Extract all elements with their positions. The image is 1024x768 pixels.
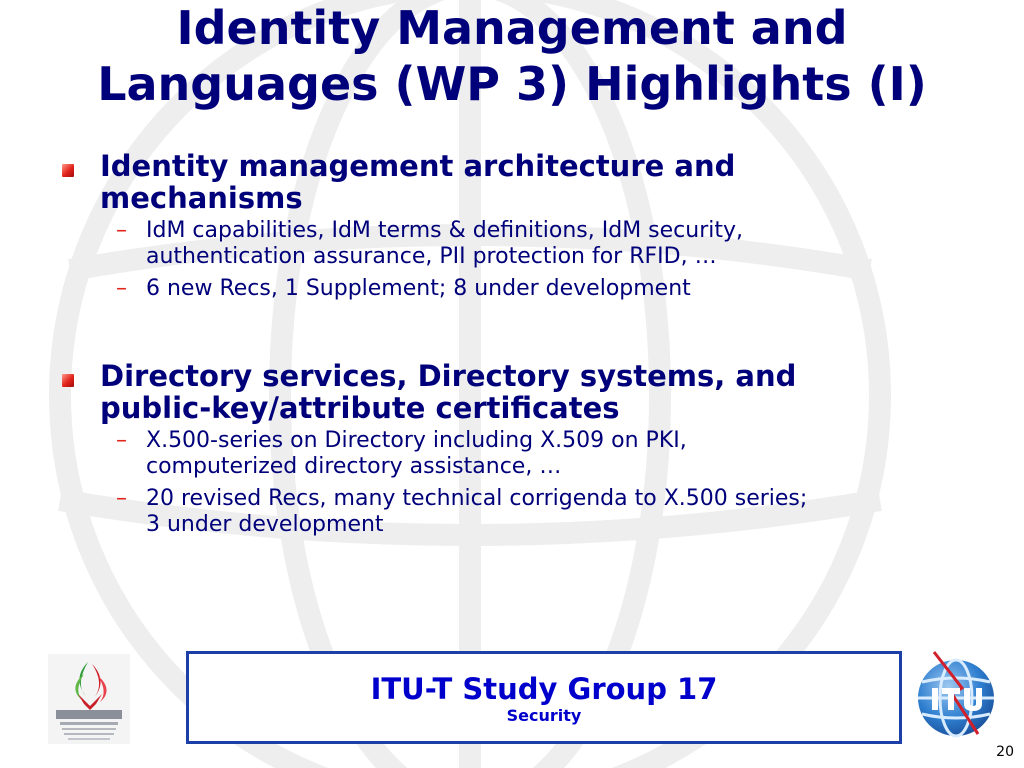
sub-bullet-item (100, 428, 982, 480)
slide-title (0, 0, 1024, 112)
footer-title: ITU-T Study Group 17 (370, 672, 718, 706)
bullet-marker-icon (62, 164, 74, 177)
sub-bullet-line: computerized directory assistance, … (146, 454, 562, 479)
bullet-heading-line: public-key/attribute certificates (100, 391, 620, 425)
sub-bullet-line: X.500-series on Directory including X.509 on PKI, (146, 428, 687, 453)
slide-title-line: Languages (WP 3) Highlights (I) (97, 57, 927, 111)
slide-title-line: Identity Management and (176, 1, 848, 55)
bullet-heading (100, 360, 982, 424)
page-number: 20 (996, 744, 1014, 760)
footer-banner (186, 651, 902, 744)
dash-marker-icon: – (116, 428, 127, 453)
sub-bullet-text (146, 276, 982, 302)
slide-content (62, 150, 982, 544)
dash-marker-icon: – (116, 218, 127, 243)
itu-logo (912, 648, 1000, 740)
sub-bullet-line: IdM capabilities, IdM terms & definitions, IdM security, (146, 218, 744, 243)
sub-bullet-line: 6 new Recs, 1 Supplement; 8 under development (146, 276, 691, 301)
sub-bullet-item (100, 276, 982, 302)
sub-bullet-item (100, 486, 982, 538)
bullet-heading-line: mechanisms (100, 181, 303, 215)
bullet-marker-icon (62, 374, 74, 387)
footer-subtitle: Security (506, 706, 582, 725)
sub-bullet-text (146, 486, 982, 538)
sub-bullet-item (100, 218, 982, 270)
bullet-item (62, 150, 982, 302)
sub-bullet-line: authentication assurance, PII protection for RFID, … (146, 244, 717, 269)
bullet-heading-line: Identity management architecture and (100, 149, 736, 183)
bullet-heading-line: Directory services, Directory systems, and (100, 359, 797, 393)
sub-bullet-text (146, 218, 982, 270)
dash-marker-icon: – (116, 486, 127, 511)
sub-bullet-text (146, 428, 982, 480)
sub-bullet-line: 20 revised Recs, many technical corrigenda to X.500 series; (146, 486, 808, 511)
sub-list (100, 218, 982, 302)
bullet-heading (100, 150, 982, 214)
sub-bullet-line: 3 under development (146, 512, 384, 537)
bullet-item (62, 360, 982, 538)
wtsa-logo (48, 654, 130, 744)
spacer (62, 308, 982, 360)
dash-marker-icon: – (116, 276, 127, 301)
sub-list (100, 428, 982, 538)
